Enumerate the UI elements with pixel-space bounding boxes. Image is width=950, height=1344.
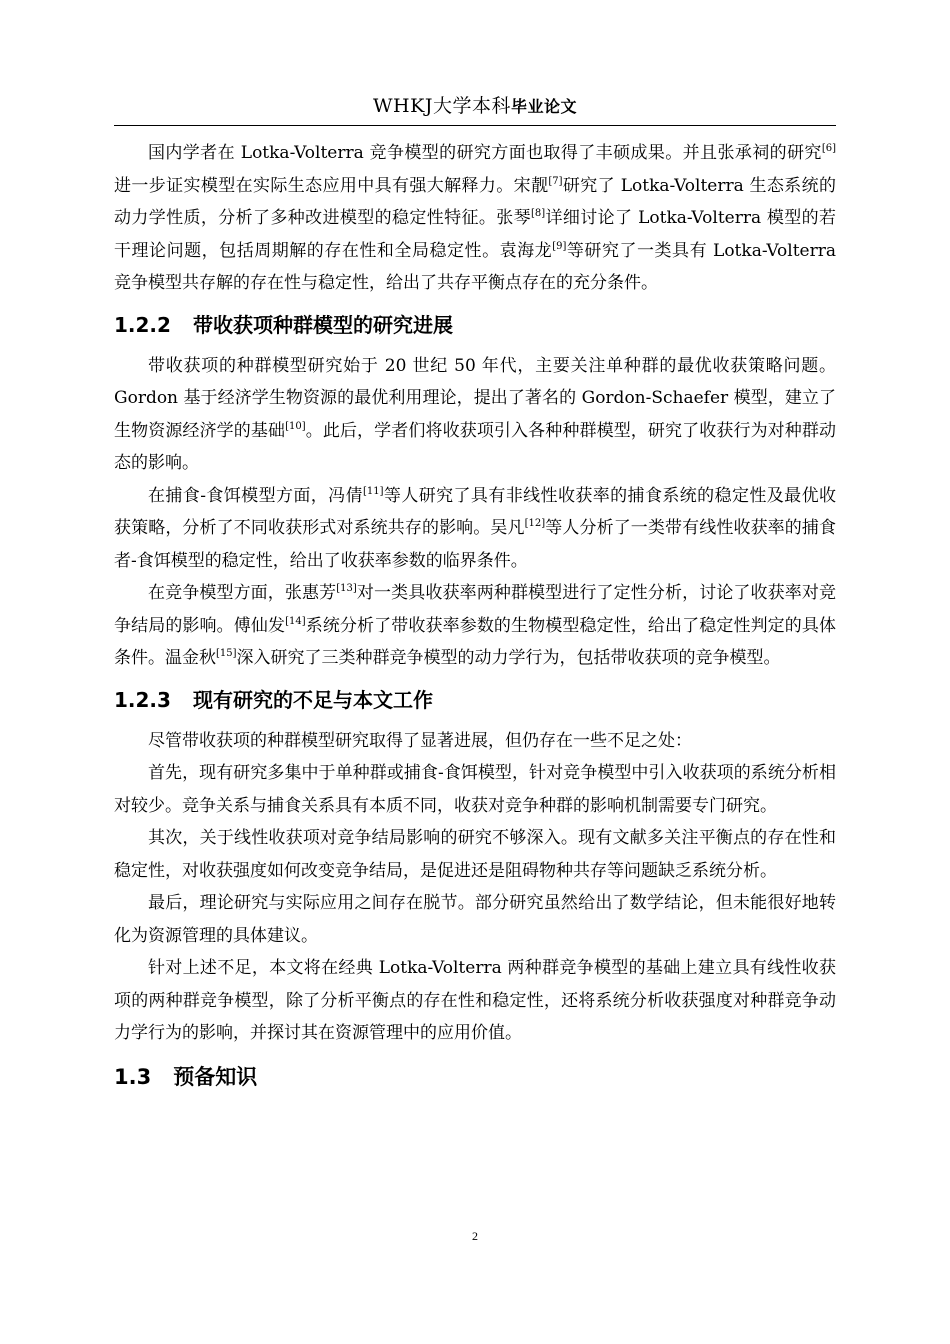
- paragraph-harvest-history: 带收获项的种群模型研究始于 20 世纪 50 年代，主要关注单种群的最优收获策略问题。Gordon 基于经济学生物资源的最优利用理论，提出了著名的 Gordon-Schaefer 模型，建立了生物资源经济学的基础[10]。此后，学者们将收获项引入各种种群模型，研究了收获行为对种群动态的影响。: [114, 355, 837, 473]
- citation-14[interactable]: [14]: [285, 615, 306, 627]
- paragraph-this-work: 针对上述不足，本文将在经典 Lotka-Volterra 两种群竞争模型的基础上建立具有线性收获项的两种群竞争模型，除了分析平衡点的存在性和稳定性，还将系统分析收获强度对种群竞争动力学行为的影响，并探讨其在资源管理中的应用价值。: [114, 958, 836, 1043]
- header-thesis-label: 毕业论文: [510, 97, 577, 116]
- paragraph-competition-models: 在竞争模型方面，张惠芳[13]对一类具收获率两种群模型进行了定性分析，讨论了收获率对竞争结局的影响。傅仙发[14]系统分析了带收获率参数的生物模型稳定性，给出了稳定性判定的具体条件。温金秋[15]深入研究了三类种群竞争模型的动力学行为，包括带收获项的竞争模型。: [114, 583, 837, 668]
- section-heading-1-2-2: [114, 310, 836, 340]
- header-rule: [114, 125, 836, 126]
- citation-7[interactable]: [7]: [548, 175, 563, 187]
- citation-6[interactable]: [6]: [821, 143, 836, 154]
- paragraph-third-point: 最后，理论研究与实际应用之间存在脱节。部分研究虽然给出了数学结论，但未能很好地转化为资源管理的具体建议。: [114, 893, 836, 946]
- section-title: 带收获项种群模型的研究进展: [192, 312, 453, 337]
- paragraph-predator-prey: 在捕食-食饵模型方面，冯倩[11]等人研究了具有非线性收获率的捕食系统的稳定性及最优收获策略，分析了不同收获形式对系统共存的影响。吴凡[12]等人分析了一类带有线性收获率的捕食者-食饵模型的稳定性，给出了收获率参数的临界条件。: [114, 485, 837, 571]
- running-header: [114, 91, 836, 118]
- paragraph-domestic-research: 国内学者在 Lotka-Volterra 竞争模型的研究方面也取得了丰硕成果。并且张承祠的研究[6]进一步证实模型在实际生态应用中具有强大解释力。宋靓[7]研究了 Lotka-Volterra 生态系统的动力学性质，分析了多种改进模型的稳定性特征。张琴[8]详细讨论了 Lotka-Volterra 模型的若干理论问题，包括周期解的存在性和全局稳定性。袁海龙[9]等研究了一类具有 Lotka-Volterra 竞争模型共存解的存在性与稳定性，给出了共存平衡点存在的充分条件。: [114, 143, 837, 293]
- header-university: WHKJ大学本科: [373, 95, 511, 117]
- citation-9[interactable]: [9]: [552, 240, 567, 252]
- section-title: 现有研究的不足与本文工作: [192, 687, 433, 712]
- citation-8[interactable]: [8]: [530, 208, 546, 219]
- paragraph-first-point: 首先，现有研究多集中于单种群或捕食-食饵模型，针对竞争模型中引入收获项的系统分析相对较少。竞争关系与捕食关系具有本质不同，收获对竞争种群的影响机制需要专门研究。: [114, 763, 836, 816]
- citation-13[interactable]: [13]: [336, 583, 357, 594]
- section-number: 1.3: [114, 1064, 152, 1089]
- section-number: 1.2.2: [114, 312, 171, 337]
- page-number: 2: [472, 1229, 478, 1243]
- section-number: 1.2.3: [114, 687, 171, 712]
- citation-12[interactable]: [12]: [524, 518, 546, 529]
- section-heading-1-2-3: [114, 685, 836, 715]
- citation-15[interactable]: [15]: [216, 648, 237, 659]
- body-text: [114, 137, 836, 1094]
- section-heading-1-3: [114, 1060, 836, 1094]
- paragraph-shortcomings-intro: 尽管带收获项的种群模型研究取得了显著进展，但仍存在一些不足之处：: [148, 730, 692, 751]
- citation-11[interactable]: [11]: [362, 485, 384, 497]
- paragraph-second-point: 其次，关于线性收获项对竞争结局影响的研究不够深入。现有文献多关注平衡点的存在性和稳定性，对收获强度如何改变竞争结局，是促进还是阻碍物种共存等问题缺乏系统分析。: [114, 828, 836, 881]
- section-title: 预备知识: [173, 1064, 258, 1089]
- citation-10[interactable]: [10]: [285, 420, 306, 432]
